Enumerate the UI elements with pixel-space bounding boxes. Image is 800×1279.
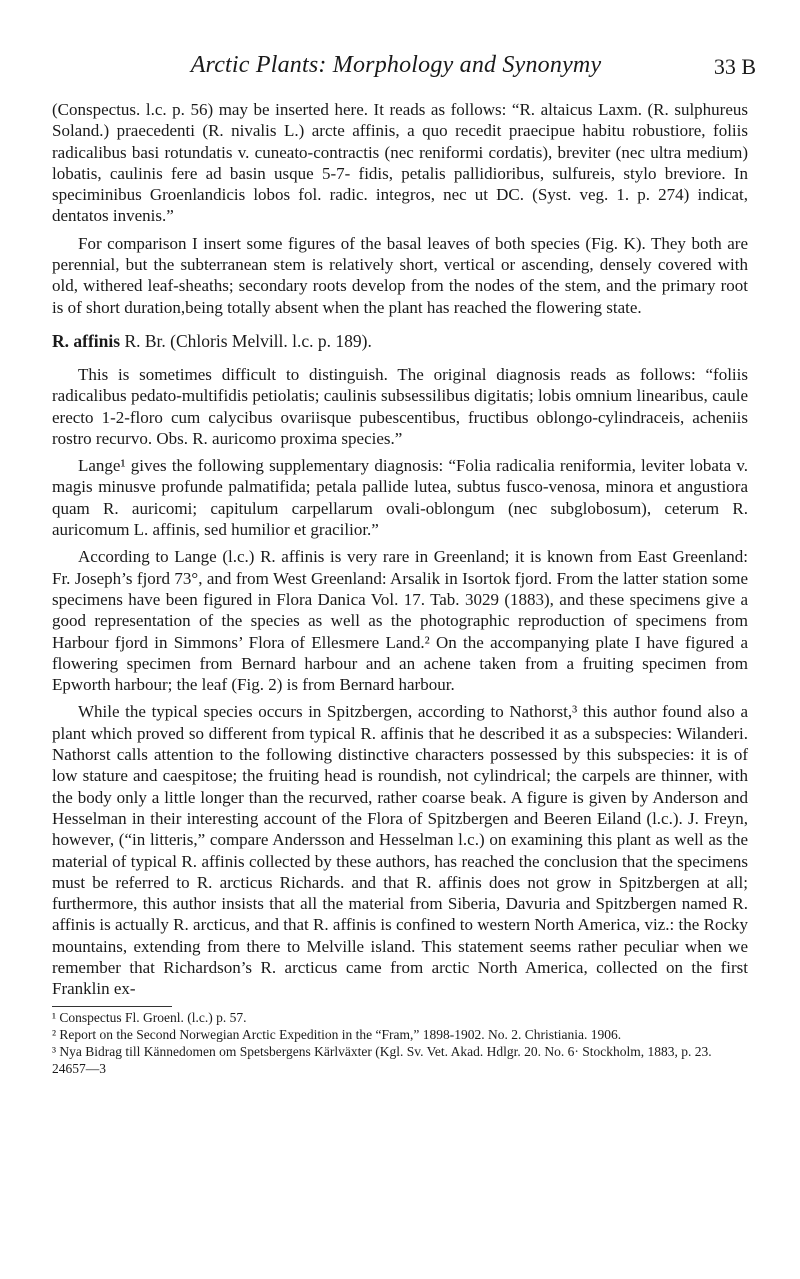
paragraph-spitzbergen: While the typical species occurs in Spitzbergen, according to Nathorst,³ this author found also a plant which proved so different from typical R. affinis that he described it as a subspecies: Wilanderi. Nathorst calls attention to the following distinctive characters possessed by this subspecies: it is of low stature and caespitose; the fruiting head is roundish, not cylindrical; the carpels are thinner, with the body only a little longer than the recurved, rather coarse beak. A figure is given by Anderson and Hesselman in their interesting account of the Flora of Spitzbergen and Beeren Eiland (l.c.). J. Freyn, however, (“in litteris,” compare Andersson and Hesselman l.c.) on examining this plant as well as the material of typical R. affinis collected by these authors, has reached the conclusion that the specimens must be referred to R. arcticus Richards. and that R. affinis does not grow in Spitzbergen at all; furthermore, this author insists that all the material from Siberia, Davuria and Spitzbergen named R. affinis is actually R. arcticus, and that R. affinis is confined to western North America, viz.: the Rocky mountains, extending from there to Melville island. This statement seems rather peculiar when we remember that Richardson’s R. arcticus came from arctic North America, collected on the first Franklin ex- — [52, 702, 748, 999]
paragraph-basal-leaves: For comparison I insert some figures of the basal leaves of both species (Fig. K). They both are perennial, but the subterranean stem is relatively short, vertical or ascending, densely covered with old, withered leaf-sheaths; secondary roots develop from the nodes of the stem, and the primary root is of short duration,being totally absent when the plant has reached the flowering state. — [52, 233, 748, 317]
paragraph-original-diagnosis: This is sometimes difficult to distinguish. The original diagnosis reads as follows: “foliis radicalibus pedato-multifidis petiolatis; caulinis subsessilibus digitatis; lobis omnium linearibus, caule erecto 1-2-floro cum calycibus ovariisque pubescentibus, fructibus oblongo-cylindraceis, acheniis rostro recurvo. Obs. R. auricomo proxima species.” — [52, 364, 748, 448]
job-number: 24657—3 — [52, 1060, 106, 1076]
page-number: 33 B — [713, 54, 756, 79]
footnote-3: ³ Nya Bidrag till Kännedomen om Spetsbergens Kärlväxter (Kgl. Sv. Vet. Akad. Hdlgr. 20. No. 6· Stockholm, 1883, p. 23. — [52, 1043, 712, 1059]
paragraph-lange-diagnosis: Lange¹ gives the following supplementary diagnosis: “Folia radicalia reniformia, leviter lobata v. magis minusve profunde palmatifida; petala pallide lutea, subtus fusco-venosa, minora et angustiora quam R. auricomi; capitulum carpellarum ovali-oblongum (nec subglobosum), ceterum R. auricomum L. affinis, sed humilior et gracilior.” — [52, 456, 748, 540]
footnote-2: ² Report on the Second Norwegian Arctic Expedition in the “Fram,” 1898-1902. No. 2. Christiania. 1906. — [52, 1026, 622, 1042]
section-heading-r-affinis — [52, 330, 748, 352]
page-body — [52, 99, 748, 1077]
paragraph-conspectus-quote: (Conspectus. l.c. p. 56) may be inserted here. It reads as follows: “R. altaicus Laxm. (R. sulphureus Soland.) praecedenti (R. nivalis L.) arcte affinis, a quo recedit praecipue habitu robustiore, foliis radicalibus basi rotundatis v. cuneato-contractis (nec reniformi cordatis), breviter (nec ultra medium) lobatis, caulinis fere ad basin usque 5-7- fidis, petalis pallidioribus, sulfureis, stylo breviore. In speciminibus Groenlandicis lobos fol. radic. integros, nec ut DC. (Syst. veg. 1. p. 274) indicat, dentatos invenis.” — [52, 100, 748, 226]
page-header — [44, 52, 756, 90]
footnote-rule — [52, 1006, 172, 1007]
section-heading-taxon: R. affinis — [52, 330, 121, 351]
footnote-1: ¹ Conspectus Fl. Groenl. (l.c.) p. 57. — [52, 1009, 247, 1025]
section-heading-citation: R. Br. (Chloris Melvill. l.c. p. 189). — [120, 330, 372, 351]
running-title: Arctic Plants: Morphology and Synonymy — [190, 52, 602, 78]
paragraph-greenland-distribution: According to Lange (l.c.) R. affinis is very rare in Greenland; it is known from East Greenland: Fr. Joseph’s fjord 73°, and from West Greenland: Arsalik in Isortok fjord. From the latter station some specimens have been figured in Flora Danica Vol. 17. Tab. 3029 (1883), and these specimens give a good representation of the species as well as the photographic reproduction of specimens from Harbour fjord in Simmons’ Flora of Ellesmere Land.² On the accompanying plate I have figured a flowering specimen from Bernard harbour and an achene taken from a fruiting specimen from Epworth harbour; the leaf (Fig. 2) is from Bernard harbour. — [52, 547, 748, 695]
